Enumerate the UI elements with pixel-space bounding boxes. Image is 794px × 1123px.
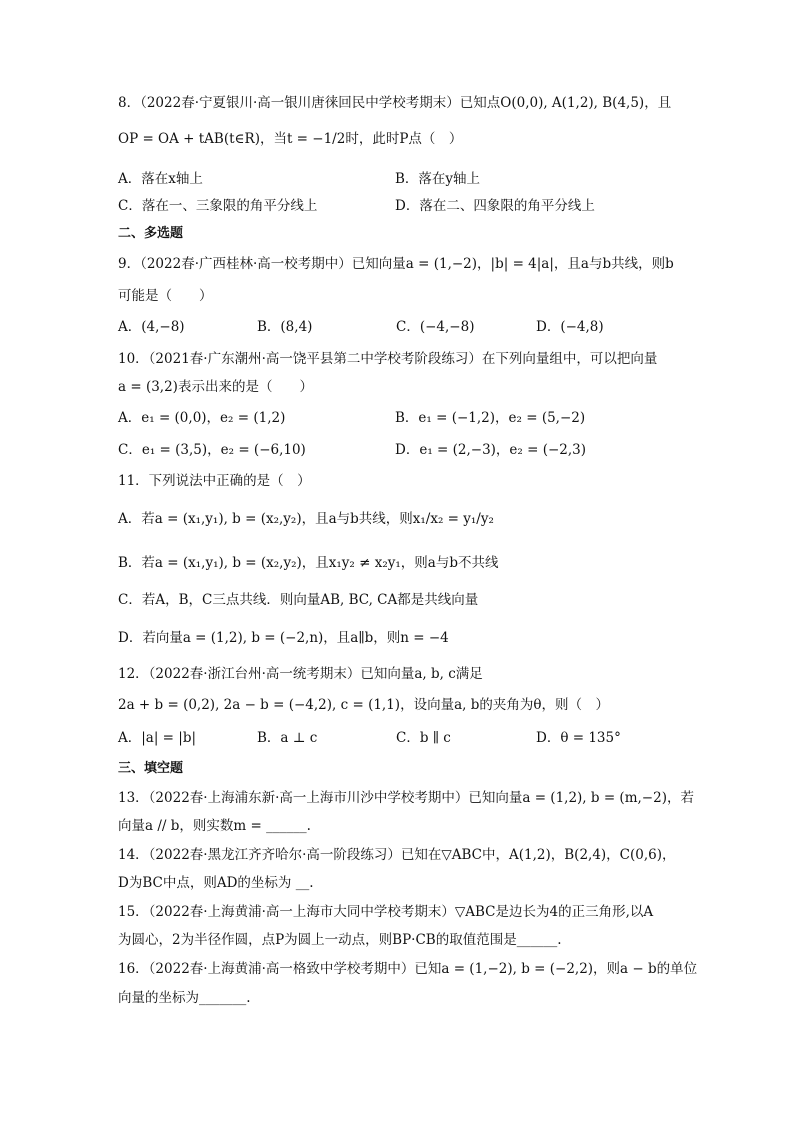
q13-stem-line2: 向量a // b，则实数m = ______. [118,818,311,834]
q16-stem-line2: 向量的坐标为_______. [118,990,251,1006]
q15-stem-line1: 15．（2022春·上海黄浦·高一上海市大同中学校考期末）▽ABC是边长为4的正三角形,以A [118,904,654,920]
q10-option-b: B．e₁ = (−1,2)，e₂ = (5,−2) [395,410,586,426]
q12-stem-line2: 2a + b = (0,2), 2a − b = (−4,2), c = (1,1)，设向量a, b的夹角为θ，则（ ） [118,697,609,713]
q9-option-a: A．(4,−8) [118,319,185,335]
q9-stem-line2: 可能是（ ） [118,288,213,304]
q12-option-a: A．|a| = |b| [118,730,197,746]
q13-stem-line1: 13．（2022春·上海浦东新·高一上海市川沙中学校考期中）已知向量a = (1,2), b = (m,−2)，若 [118,790,694,806]
q10-stem-line2: a = (3,2)表示出来的是（ ） [118,379,313,395]
q9-option-d: D．(−4,8) [536,319,604,335]
q11-option-d: D．若向量a = (1,2), b = (−2,n)，且a∥b，则n = −4 [118,630,449,646]
section-title-fill-in: 三、填空题 [118,761,184,776]
q15-stem-line2: 为圆心，2为半径作圆，点P为圆上一动点，则BP·CB的取值范围是______. [118,932,562,948]
q12-option-b: B．a ⊥ c [257,730,318,746]
q11-option-c: C．若A，B，C三点共线．则向量AB, BC, CA都是共线向量 [118,592,479,608]
q9-stem-line1: 9．（2022春·广西桂林·高一校考期中）已知向量a = (1,−2)，|b| = 4|a|，且a与b共线，则b [118,256,674,272]
q10-stem-line1: 10．（2021春·广东潮州·高一饶平县第二中学校考阶段练习）在下列向量组中，可以把向量 [118,351,658,367]
q12-stem-line1: 12．（2022春·浙江台州·高一统考期末）已知向量a, b, c满足 [118,666,483,682]
q11-option-b: B．若a = (x₁,y₁), b = (x₂,y₂)，且x₁y₂ ≠ x₂y₁，则a与b不共线 [118,555,499,571]
q10-option-c: C．e₁ = (3,5)，e₂ = (−6,10) [118,442,306,458]
q9-option-c: C．(−4,−8) [396,319,475,335]
q16-stem-line1: 16．（2022春·上海黄浦·高一格致中学校考期中）已知a = (1,−2), b = (−2,2)，则a − b的单位 [118,961,698,977]
section-title-multiple-choice: 二、多选题 [118,226,184,241]
q8-option-d: D．落在二、四象限的角平分线上 [395,198,595,214]
q14-stem-line1: 14．（2022春·黑龙江齐齐哈尔·高一阶段练习）已知在▽ABC中，A(1,2)，B(2,4)，C(0,6)， [118,847,676,863]
q10-option-d: D．e₁ = (2,−3)，e₂ = (−2,3) [395,442,587,458]
q8-option-b: B．落在y轴上 [395,171,481,187]
q11-option-a: A．若a = (x₁,y₁), b = (x₂,y₂)，且a与b共线，则x₁/x₂ = y₁/y₂ [118,511,494,527]
q14-stem-line2: D为BC中点，则AD的坐标为 __. [118,875,314,891]
q12-option-d: D．θ = 135° [536,730,621,746]
q11-stem: 11．下列说法中正确的是（ ） [118,473,311,489]
q8-stem-line1: 8．（2022春·宁夏银川·高一银川唐徕回民中学校考期末）已知点O(0,0), A(1,2), B(4,5)，且 [118,95,672,111]
q9-option-b: B．(8,4) [257,319,313,335]
q12-option-c: C．b ∥ c [396,730,451,746]
q8-option-a: A．落在x轴上 [118,171,203,187]
q8-option-c: C．落在一、三象限的角平分线上 [118,198,318,214]
q8-stem-line2: OP = OA + tAB(t∈R)，当t = −1/2时，此时P点（ ） [118,131,463,147]
q10-option-a: A．e₁ = (0,0)，e₂ = (1,2) [118,410,286,426]
